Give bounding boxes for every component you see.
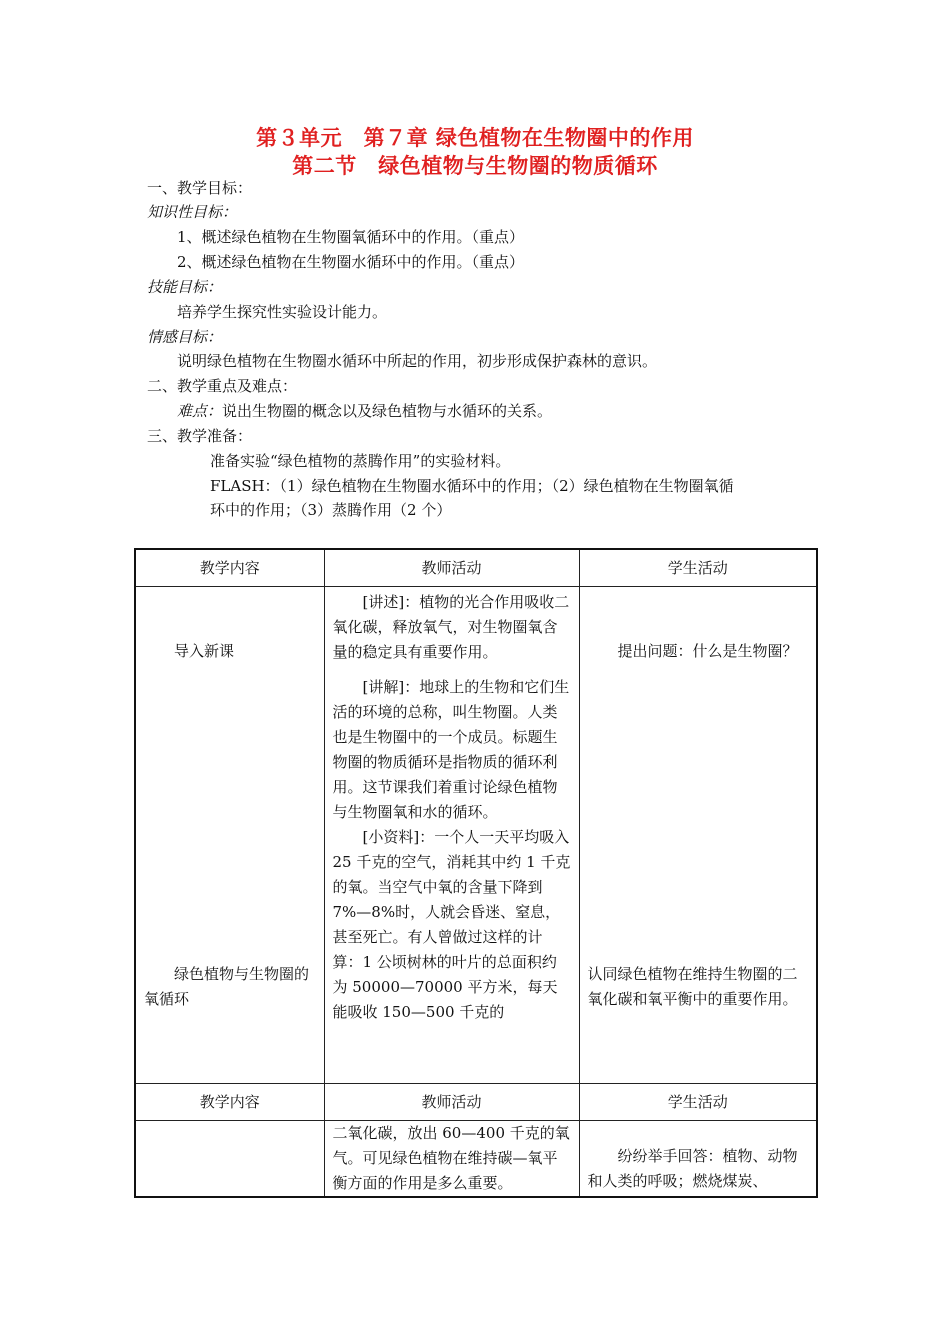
- content-oxygen-cycle: 绿色植物与生物圈的氧循环: [144, 965, 310, 1008]
- teacher-info: [小资料]：一个人一天平均吸入 25 千克的空气，消耗其中约 1 千克的氧。当空气中氧的含量下降到 7%—8%时，人就会昏迷、窒息，甚至死亡。有人曾做过这样的计算：1 公顷树林的叶片的总面积约为 50000—70000 平方米，每天能吸收 150—500 千克的: [332, 828, 571, 1021]
- content-intro: 导入新课: [174, 642, 235, 660]
- student-recognize: 认同绿色植物在维持生物圈的二氧化碳和氧平衡中的重要作用。: [587, 965, 798, 1008]
- teacher-explain: [讲解]：地球上的生物和它们生活的环境的总称，叫生物圈。人类也是生物圈中的一个成员。标题生物圈的物质循环是指物质的循环利用。这节课我们着重讨论绿色植物与生物圈氧和水的循环。: [332, 678, 570, 821]
- knowledge-label: 知识性目标：: [147, 203, 238, 221]
- header-student: 学生活动: [579, 549, 817, 587]
- table-row: [135, 587, 817, 1084]
- preparation-line-2: FLASH：（1）绿色植物在生物圈水循环中的作用；（2）绿色植物在生物圈氧循: [210, 477, 734, 495]
- difficulty-label: 难点：: [177, 402, 223, 420]
- student-question: 提出问题：什么是生物圈？: [617, 642, 798, 660]
- content-cell: [135, 587, 324, 1084]
- key-points-heading: 二、教学重点及难点：: [147, 377, 298, 395]
- preparation-line-1: 准备实验“绿色植物的蒸腾作用”的实验材料。: [210, 452, 511, 470]
- difficulty-line: [177, 401, 552, 421]
- teacher-continued: 二氧化碳，放出 60—400 千克的氧气。可见绿色植物在维持碳—氧平衡方面的作用是多么重要。: [332, 1124, 570, 1192]
- lesson-table: [134, 548, 818, 1198]
- title-line-1: 第３单元 第７章 绿色植物在生物圈中的作用: [256, 126, 694, 150]
- header-teacher-repeat: 教师活动: [324, 1084, 579, 1121]
- knowledge-item-2: 2、概述绿色植物在生物圈水循环中的作用。（重点）: [177, 253, 525, 271]
- difficulty-text: 说出生物圈的概念以及绿色植物与水循环的关系。: [222, 402, 553, 420]
- preparation-line-3: 环中的作用；（3）蒸腾作用（2 个）: [210, 501, 452, 519]
- skill-text: 培养学生探究性实验设计能力。: [177, 303, 388, 321]
- title-line-2: 第二节 绿色植物与生物圈的物质循环: [292, 154, 658, 178]
- teacher-cell: [324, 587, 579, 1084]
- table-header-row: [135, 549, 817, 587]
- student-answer: 纷纷举手回答：植物、动物和人类的呼吸；燃烧煤炭、: [587, 1147, 798, 1190]
- header-teacher: 教师活动: [324, 549, 579, 587]
- student-cell: [579, 587, 817, 1084]
- student-cell-2: [579, 1121, 817, 1198]
- table-header-row-repeat: [135, 1084, 817, 1121]
- table-row: [135, 1121, 817, 1198]
- teacher-lecture: [讲述]：植物的光合作用吸收二氧化碳，释放氧气，对生物圈氧含量的稳定具有重要作用。: [332, 593, 570, 661]
- skill-label: 技能目标：: [147, 278, 223, 296]
- knowledge-item-1: 1、概述绿色植物在生物圈氧循环中的作用。（重点）: [177, 228, 525, 246]
- header-content-repeat: 教学内容: [135, 1084, 324, 1121]
- emotion-label: 情感目标：: [147, 328, 223, 346]
- preparation-heading: 三、教学准备：: [147, 427, 253, 445]
- objectives-heading: 一、教学目标：: [147, 179, 253, 197]
- header-student-repeat: 学生活动: [579, 1084, 817, 1121]
- emotion-text: 说明绿色植物在生物圈水循环中所起的作用，初步形成保护森林的意识。: [177, 352, 658, 370]
- header-content: 教学内容: [135, 549, 324, 587]
- content-cell-2: [135, 1121, 324, 1198]
- teacher-cell-2: [324, 1121, 579, 1198]
